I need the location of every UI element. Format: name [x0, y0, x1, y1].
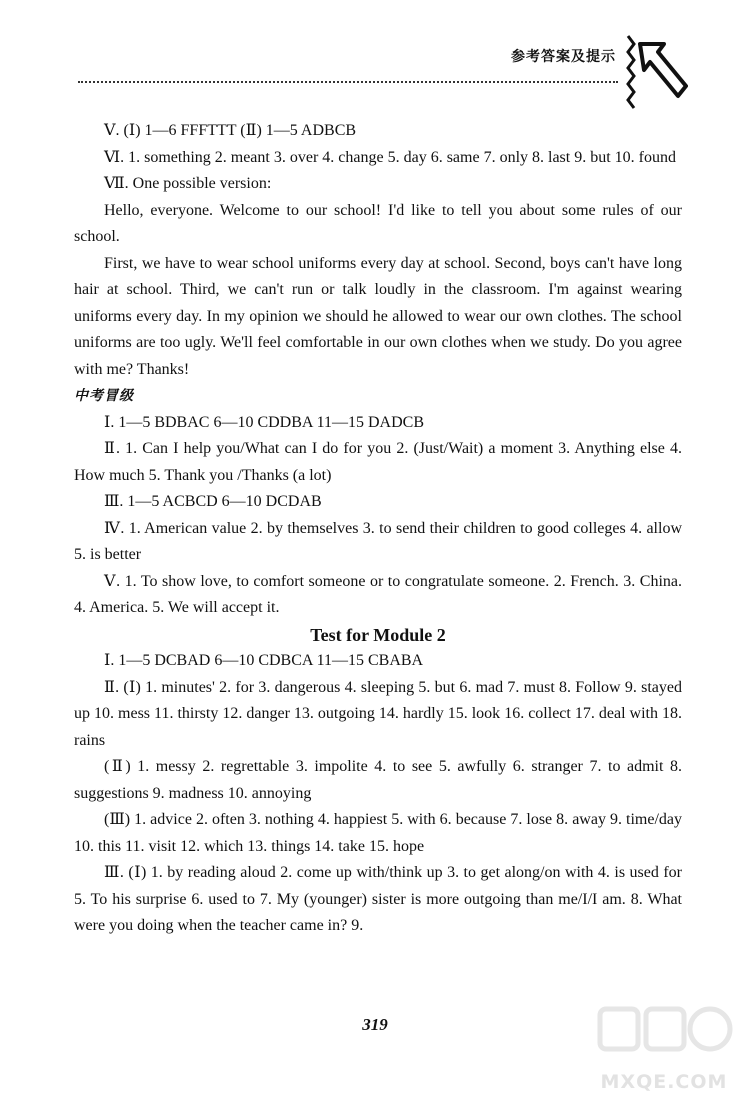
- header-title: 参考答案及提示: [511, 49, 616, 65]
- test-answer-ii-part-3: (Ⅲ) 1. advice 2. often 3. nothing 4. happiest 5. with 6. because 7. lose 8. away 9. time/day 10. this 11. visit 12. which 13. things 14. take 15. hope: [74, 811, 682, 855]
- test-answer-ii-part-2: (Ⅱ) 1. messy 2. regrettable 3. impolite 4. to see 5. awfully 6. stranger 7. to admit 8. suggestions 9. madness 10. annoying: [74, 758, 682, 802]
- test-answer-ii-part-1: Ⅱ. (Ⅰ) 1. minutes' 2. for 3. dangerous 4. sleeping 5. but 6. mad 7. must 8. Follow 9. stayed up 10. mess 11. thirsty 12. danger 13. outgoing 14. hardly 15. look 16. collect 17. deal with 18. rains: [74, 678, 682, 749]
- watermark: [590, 1001, 738, 1093]
- essay-paragraph-1: Hello, everyone. Welcome to our school! I'd like to tell you about some rules of our school.: [74, 201, 682, 245]
- answer-section-vi: Ⅵ. 1. something 2. meant 3. over 4. change 5. day 6. same 7. only 8. last 9. but 10. found: [104, 148, 676, 166]
- module-heading: Test for Module 2: [310, 624, 446, 645]
- watermark-text: MXQE.COM: [600, 1071, 728, 1093]
- corner-arrow-icon: [624, 34, 688, 110]
- test-answer-i: Ⅰ. 1—5 DCBAD 6—10 CDBCA 11—15 CBABA: [104, 652, 424, 669]
- answer-content: [74, 118, 682, 940]
- answer-section-vii-intro: Ⅶ. One possible version:: [104, 175, 272, 192]
- answer-section-v: Ⅴ. (Ⅰ) 1—6 FFFTTT (Ⅱ) 1—5 ADBCB: [104, 122, 357, 139]
- zk-answer-v: Ⅴ. 1. To show love, to comfort someone or to congratulate someone. 2. French. 3. China. 4. America. 5. We will accept it.: [74, 572, 682, 616]
- watermark-logo-icon: [590, 1001, 738, 1071]
- essay-paragraph-2: First, we have to wear school uniforms every day at school. Second, boys can't have long hair at school. Third, we can't run or talk loudly in the classroom. I'm against wearing uniforms every day. In my opinion we should he allowed to wear our own clothes. The school uniforms are too ugly. We'll feel comfortable in our own clothes when we study. Do you agree with me? Thanks!: [74, 254, 682, 378]
- zk-answer-ii: Ⅱ. 1. Can I help you/What can I do for you 2. (Just/Wait) a moment 3. Anything else 4. How much 5. Thank you /Thanks (a lot): [74, 440, 682, 484]
- zk-answer-iv: Ⅳ. 1. American value 2. by themselves 3. to send their children to good colleges 4. allow 5. is better: [74, 519, 682, 563]
- header-dotted-rule: [78, 81, 618, 83]
- test-answer-iii: Ⅲ. (Ⅰ) 1. by reading aloud 2. come up with/think up 3. to get along/on with 4. is used for 5. To his surprise 6. used to 7. My (younger) sister is more outgoing than me/I/I am. 8. What were you doing when the teacher came in? 9.: [74, 864, 682, 934]
- zk-answer-i: Ⅰ. 1—5 BDBAC 6—10 CDDBA 11—15 DADCB: [104, 413, 424, 431]
- page-header: [0, 0, 750, 112]
- section-label: 中考冒级: [74, 388, 134, 404]
- zk-answer-iii: Ⅲ. 1—5 ACBCD 6—10 DCDAB: [104, 493, 322, 510]
- page-number: 319: [362, 1015, 388, 1034]
